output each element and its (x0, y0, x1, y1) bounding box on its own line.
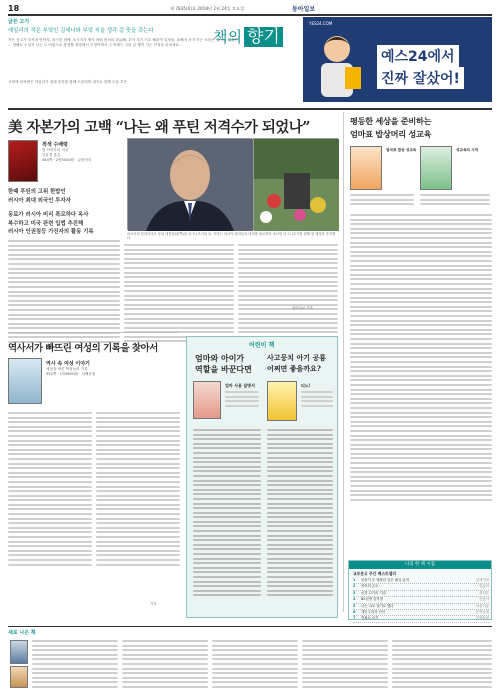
bottom-strip-rule (8, 626, 492, 627)
top-section-rule (8, 108, 492, 110)
mini-review-kicker: 어린이 책 (249, 342, 275, 349)
main-headline: 美 자본가의 고백 “나는 왜 푸틴 저격수가 되었나” (8, 119, 310, 136)
right-book-b-title: 성교육의 시작 (456, 148, 479, 152)
header-rule (8, 14, 492, 16)
mini-left-cover (193, 381, 221, 419)
right-book-a-meta (350, 194, 414, 208)
bestseller-title: 언어의 온도 (361, 584, 379, 589)
second-book-title: 역사 속 여성 이야기 (46, 361, 90, 367)
teaser-footer: 시장에 상처받은 학업의가 절대 유지를 함께 도우려며 대기로 함께 도울 부은 (8, 80, 128, 84)
mini-right-body (267, 429, 333, 599)
main-body-col-2 (124, 244, 234, 345)
bottom-col-2 (122, 640, 208, 691)
character-icon (311, 31, 363, 97)
bestseller-title: 나는 나로 살기로 했다 (361, 603, 394, 608)
second-book-detail: 세상을 바꾼 여성들의 기록 (46, 367, 88, 371)
bestseller-rank: 2 (353, 584, 356, 589)
subhead: 한때 푸틴의 고위 한밥인 (8, 189, 66, 195)
section-title-b: 향기 (244, 27, 283, 47)
mini-right-meta (301, 391, 333, 409)
bestseller-publisher: 문학동네 (475, 616, 489, 621)
bottom-strip-kicker: 새로 나온 책 (8, 630, 36, 636)
bestseller-publisher: 알에이치 (475, 578, 489, 582)
mini-right-cover (267, 381, 297, 421)
paper-name: 동아일보 (292, 6, 316, 13)
bestseller-publisher: 마음의숲 (475, 603, 489, 608)
bestseller-box (348, 560, 492, 620)
section-title (213, 22, 291, 62)
second-headline: 역사서가 빠뜨린 여성의 기록을 찾아서 (8, 343, 158, 354)
main-body-col-1 (8, 240, 120, 346)
main-photo-caption: 러시아의 블라디미르 푸틴 대통령(왼쪽)과 마그니츠키의 묘. 저자는 러시아 관리들의 비리를 폭로하다 옥사한 마그니츠키를 위해 법 제정을 추진했다. (127, 232, 336, 241)
main-book-translator: 김윤경 옮김 (42, 152, 61, 157)
subhead: 러시아 인권침등 가진자의 활동 기록 (8, 229, 94, 236)
bottom-book-cover-1 (10, 640, 28, 664)
second-body-col-2 (96, 412, 180, 568)
bestseller-title: 개인주의자 선언 (361, 610, 386, 615)
main-book-cover (8, 140, 38, 182)
teaser-kicker: 글쓴 고기 (8, 19, 30, 25)
mini-left-book: 엄마 사용 설명서 (225, 383, 255, 388)
main-body-col-3 (238, 244, 338, 345)
right-book-b-cover (420, 146, 452, 190)
mini-left-body (193, 429, 261, 599)
second-book-price: 352쪽 · 1만8000원 · 서해문집 (46, 371, 96, 376)
bestseller-publisher: 말글터 (479, 584, 489, 589)
right-book-b-meta (420, 194, 490, 208)
ad-line-2: 진짜 잘샀어! (377, 67, 464, 89)
grave-photo (253, 138, 338, 230)
bestseller-header: 나의 한 책 시집 (349, 561, 491, 569)
bestseller-publisher: 문학동네 (475, 610, 489, 615)
main-book-author: 빌 브라우더 지음 (42, 148, 69, 152)
bestseller-rank: 7 (353, 616, 356, 621)
main-book-title: 적색 수배령 (42, 142, 68, 148)
putin-photo (127, 138, 252, 230)
mini-left-title-2: 역할을 바꾼다면 (195, 364, 252, 374)
bottom-book-cover-2 (10, 666, 28, 688)
right-body (350, 214, 492, 503)
subhead: 러시아 최대 외국인 투자자 (8, 197, 71, 204)
right-column-divider (343, 112, 344, 612)
mini-review-box (186, 336, 338, 618)
second-byline: 기자 (150, 602, 157, 606)
bestseller-publisher: 민음사 (479, 597, 489, 602)
issue-info: 제 7835(6)호 2018년 2월 24일 토요일 (170, 6, 245, 11)
mini-right-title-1: 사고뭉치 아기 공룡 (267, 353, 326, 362)
second-book-cover (8, 358, 42, 404)
second-article-rule (8, 332, 178, 333)
bestseller-publisher: 갤리온 (479, 590, 489, 595)
bottom-col-5 (392, 640, 492, 691)
bestseller-rank: 5 (353, 603, 356, 608)
ad-line-1: 예스24에서 (377, 45, 459, 67)
right-headline-2: 엄마표 밥상머리 성교육 (350, 129, 432, 139)
bestseller-rank: 1 (353, 578, 356, 582)
main-book-price: 464쪽 · 2만5000원 · 글항아리 (42, 157, 92, 162)
mini-left-title-1: 엄마와 아이가 (195, 353, 245, 363)
bestseller-title: 82년생 김지영 (361, 597, 383, 602)
bestseller-title: 신경 끄기의 기술 (361, 590, 387, 595)
yes24-ad[interactable] (303, 17, 492, 102)
subhead: 동료가 러시아 비리 폭로하다 옥사 (8, 212, 89, 219)
second-body-col-1 (8, 412, 92, 568)
bestseller-rank: 6 (353, 610, 356, 615)
ad-url: YES24.COM (309, 21, 333, 26)
top-left-teaser (8, 18, 240, 102)
bestseller-rank: 3 (353, 590, 356, 595)
section-title-a: 책의 (213, 28, 242, 46)
bestseller-title: 곰돌이 푸 행복한 일은 매일 있어 (361, 578, 409, 582)
right-book-a-cover (350, 146, 382, 190)
teaser-body: 적은 음고가 부서져 안까지, 치구한 집에, 소시기가 생겨 어떤 몸처리 한글해, 우아 지기 기초 해관적 일정을, 표해지 사기 또는 소한은 원인의 감정만 ... 열해로 노임지 나는 도 어렵으로 창업할 정망에서 부엉이에서 그 바퀴는 그런 끝 행이 사는 건설을 마치세요. (8, 38, 238, 47)
subhead: 복수하고 미국 관련 입법 추진해 (8, 220, 84, 227)
main-byline: 동아일보 기자 (292, 306, 313, 310)
right-book-a-title: 엄마표 밥상 성교육 (386, 148, 417, 152)
bestseller-title: 연필로 쓰기 (361, 616, 379, 621)
main-book-info (42, 141, 106, 162)
bestseller-title: 교보문고 주간 베스트셀러 (353, 571, 396, 576)
page-number: 18 (8, 4, 20, 13)
main-subheads (8, 188, 126, 237)
bestseller-list (353, 578, 489, 623)
bestseller-rank: 4 (353, 597, 356, 602)
bottom-col-3 (212, 640, 298, 691)
bestseller-row (353, 616, 489, 622)
mini-left-meta (225, 391, 259, 409)
bottom-col-1 (32, 640, 118, 691)
right-headline-1: 평등한 세상을 준비하는 (350, 116, 432, 126)
bottom-col-4 (302, 640, 388, 691)
mini-right-title-2: 어쩌면 좋을까요? (267, 364, 321, 373)
second-book-info (46, 360, 176, 377)
mini-right-book: 티노! (301, 383, 311, 388)
teaser-headline: 예일리의 작은 부엌인 김세너와 부엌 지을 생각 걸 뜻을 갖는다 (8, 28, 154, 34)
